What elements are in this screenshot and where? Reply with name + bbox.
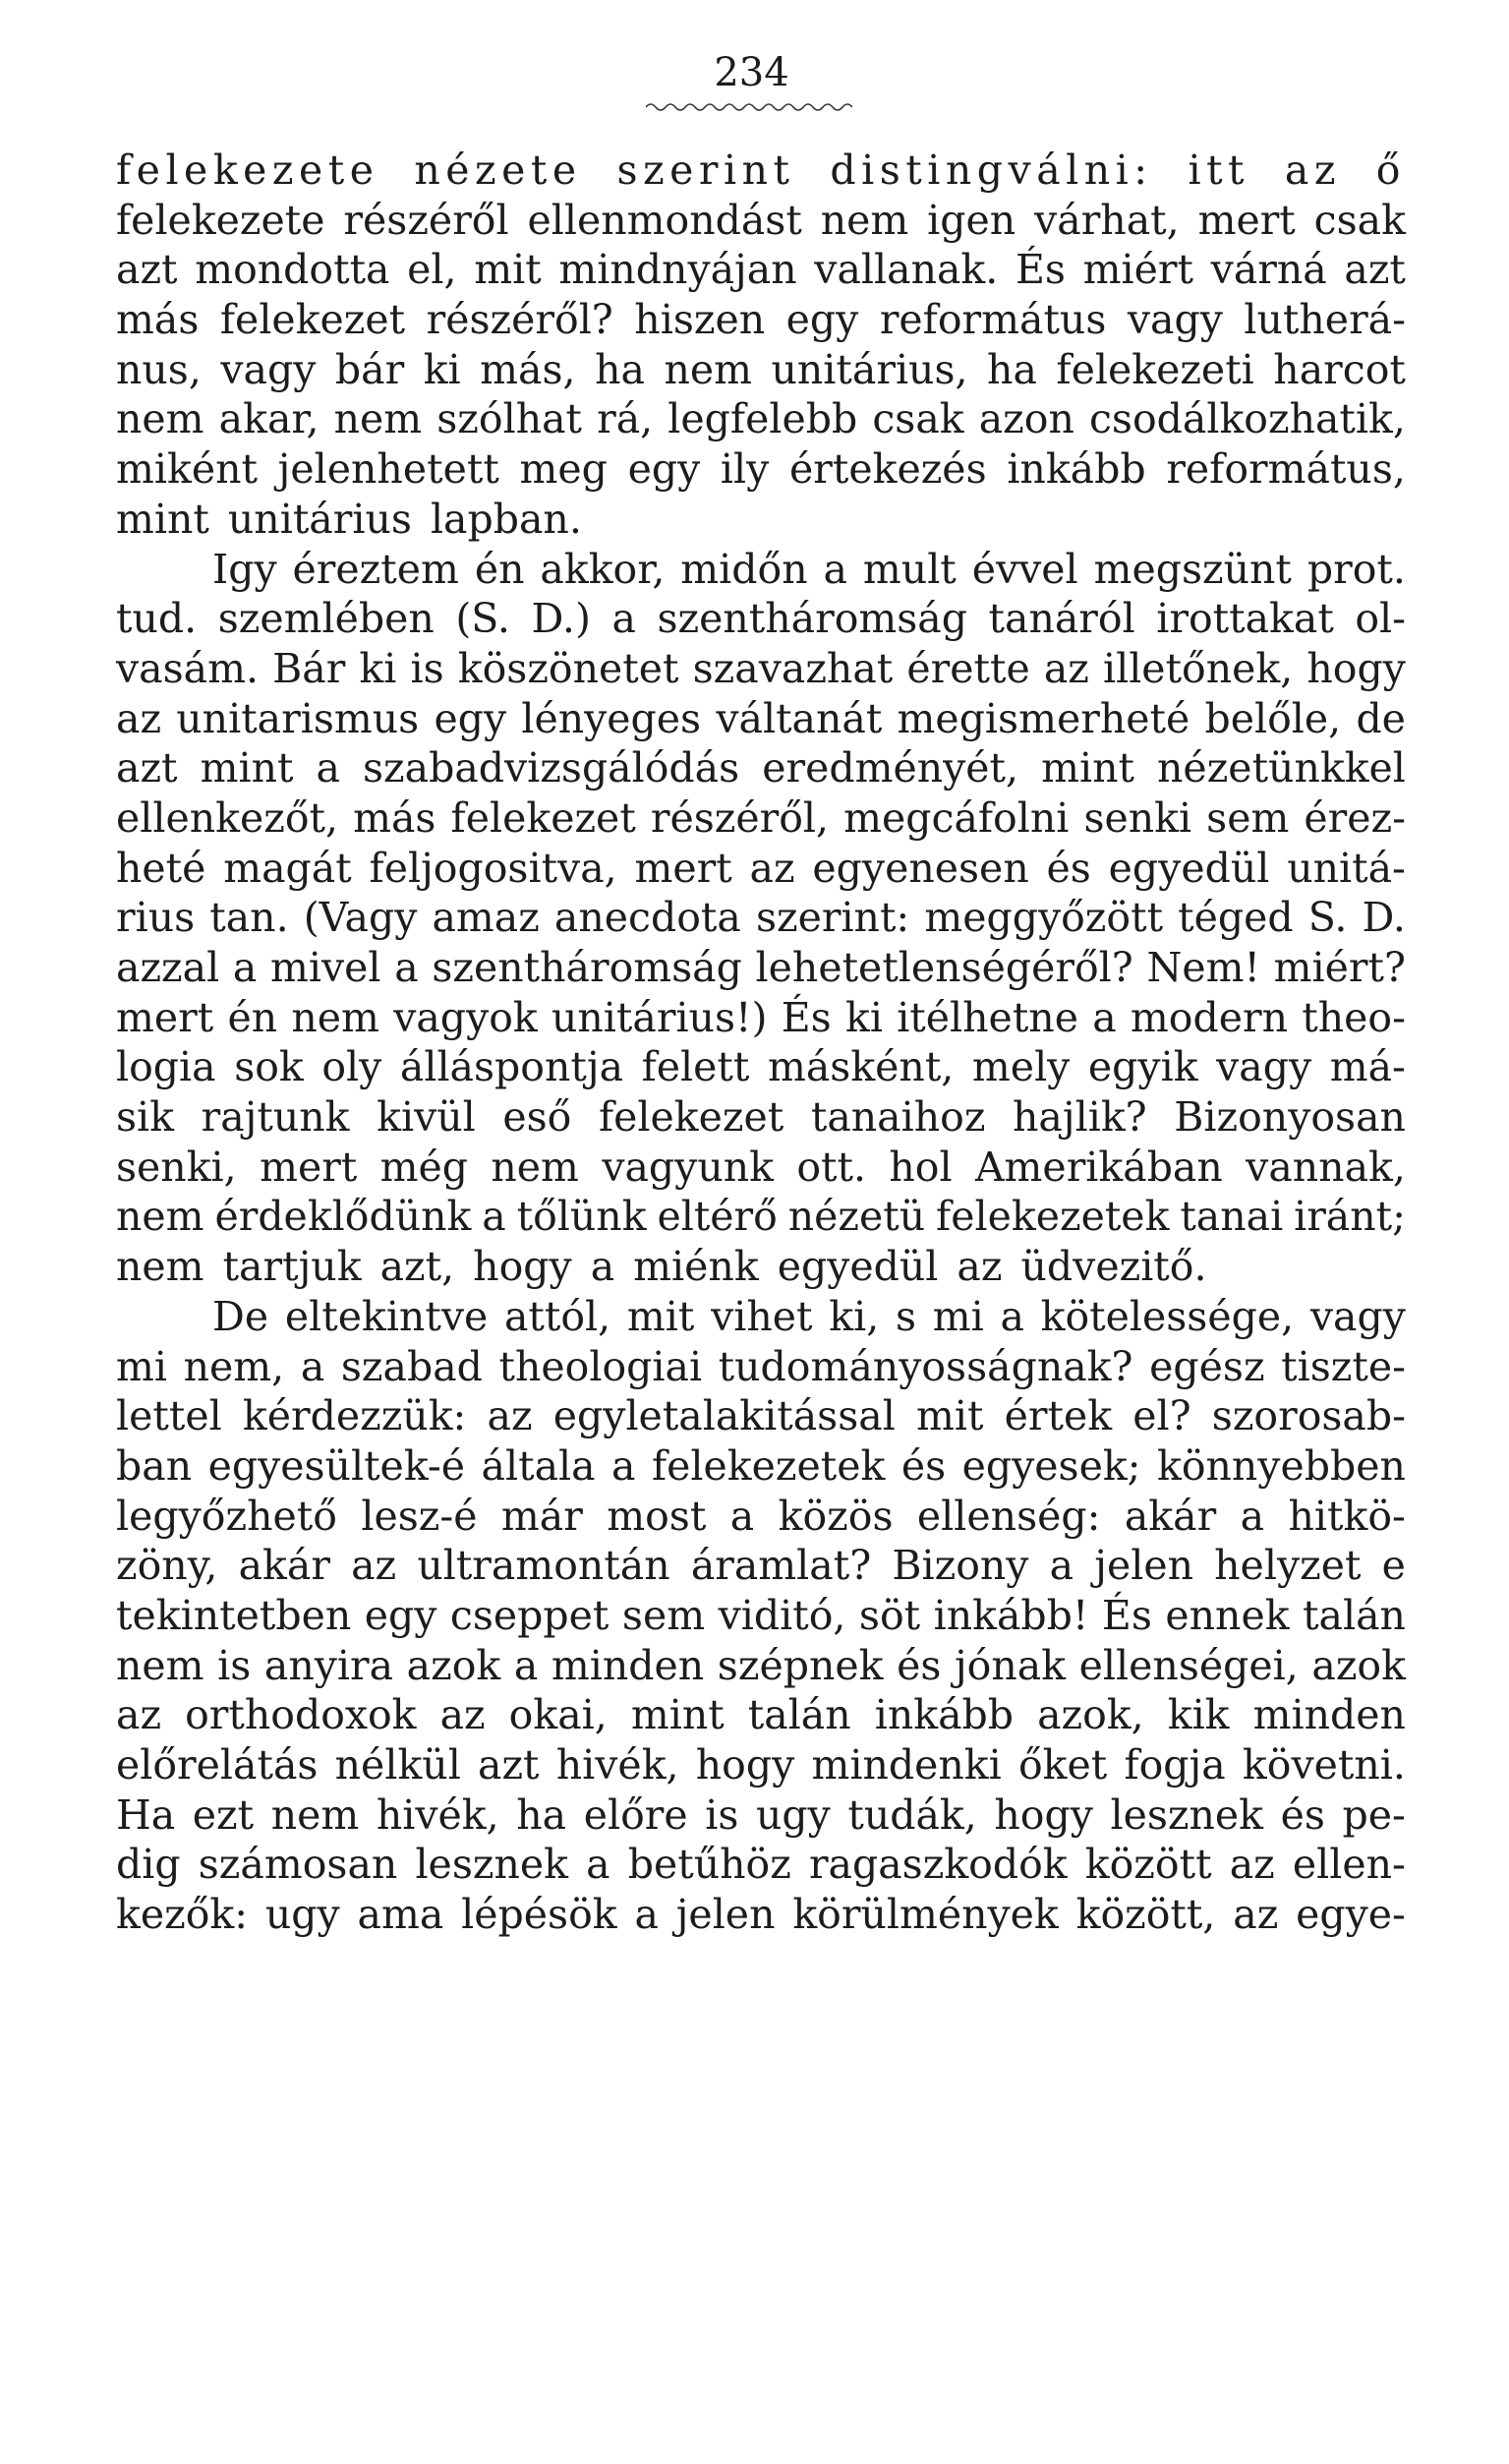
text-line: miként jelenhetett meg egy ily értekezés inkább református, [116, 445, 1406, 494]
text-line: heté magát feljogositva, mert az egyenesen és egyedül unitá- [116, 844, 1406, 892]
text-line: előrelátás nélkül azt hivék, hogy mindenki őket fogja követni. [116, 1741, 1406, 1789]
text-line: Ha ezt nem hivék, ha előre is ugy tudák, hogy lesznek és pe- [116, 1790, 1406, 1839]
text-line: az unitarismus egy lényeges váltanát megismerheté belőle, de [116, 694, 1406, 742]
text-line: mint unitárius lapban. [116, 495, 582, 543]
text-line: ban egyesültek-é általa a felekezetek és egyesek; könnyebben [116, 1441, 1406, 1490]
text-line: kezők: ugy ama lépésök a jelen körülmények között, az egye- [116, 1891, 1406, 1939]
text-line: felekezete nézete szerint distingválni: itt az ő [116, 147, 1406, 194]
text-line: más felekezet részéről? hiszen egy református vagy lutherá- [116, 296, 1406, 344]
text-line: nem is anyira azok a minden szépnek és jónak ellenségei, azok [116, 1641, 1406, 1689]
text-line: senki, mert még nem vagyunk ott. hol Amerikában vannak, [116, 1143, 1406, 1191]
text-line: tekintetben egy cseppet sem viditó, söt inkább! És ennek talán [116, 1591, 1406, 1639]
text-line: nus, vagy bár ki más, ha nem unitárius, ha felekezeti harcot [116, 345, 1406, 393]
text-line: Igy éreztem én akkor, midőn a mult évvel megszünt prot. [212, 545, 1406, 593]
text-line: mert én nem vagyok unitárius!) És ki itélhetne a modern theo- [116, 993, 1406, 1041]
text-line: azt mondotta el, mit mindnyájan vallanak. És miért várná azt [116, 246, 1406, 294]
text-line: De eltekintve attól, mit vihet ki, s mi a kötelessége, vagy [212, 1292, 1406, 1340]
text-line: felekezete részéről ellenmondást nem igen várhat, mert csak [116, 196, 1406, 244]
page-body-text [116, 146, 1406, 1940]
text-line: vasám. Bár ki is köszönetet szavazhat érette az illetőnek, hogy [116, 644, 1406, 692]
page-number-ornament [646, 100, 852, 114]
text-line: nem akar, nem szólhat rá, legfelebb csak azon csodálkozhatik, [116, 395, 1406, 443]
page-number [0, 49, 1509, 96]
text-line: tud. szemlében (S. D.) a szentháromság tanáról irottakat ol- [116, 595, 1406, 643]
text-line: az orthodoxok az okai, mint talán inkább azok, kik minden [116, 1691, 1406, 1739]
text-line: azzal a mivel a szentháromság lehetetlenségéről? Nem! miért? [116, 944, 1406, 991]
text-line: legyőzhető lesz-é már most a közös ellenség: akár a hitkö- [116, 1492, 1406, 1540]
text-line: logia sok oly álláspontja felett másként, mely egyik vagy má- [116, 1043, 1406, 1091]
text-line: lettel kérdezzük: az egyletalakitással mit értek el? szorosab- [116, 1392, 1406, 1440]
text-line: dig számosan lesznek a betűhöz ragaszkodók között az ellen- [116, 1841, 1406, 1889]
text-line: rius tan. (Vagy amaz anecdota szerint: meggyőzött téged S. D. [116, 894, 1406, 942]
page-number-text: 234 [714, 50, 789, 95]
text-line: sik rajtunk kivül eső felekezet tanaihoz hajlik? Bizonyosan [116, 1093, 1406, 1142]
text-line: azt mint a szabadvizsgálódás eredményét, mint nézetünkkel [116, 744, 1406, 792]
text-line: mi nem, a szabad theologiai tudományosságnak? egész tiszte- [116, 1342, 1406, 1390]
text-line: nem tartjuk azt, hogy a miénk egyedül az üdvezitő. [116, 1243, 1207, 1291]
text-line: ellenkezőt, más felekezet részéről, megcáfolni senki sem érez- [116, 793, 1406, 842]
text-line: zöny, akár az ultramontán áramlat? Bizony a jelen helyzet e [116, 1542, 1406, 1590]
text-line: nem érdeklődünk a tőlünk eltérő nézetü felekezetek tanai iránt; [116, 1193, 1406, 1241]
